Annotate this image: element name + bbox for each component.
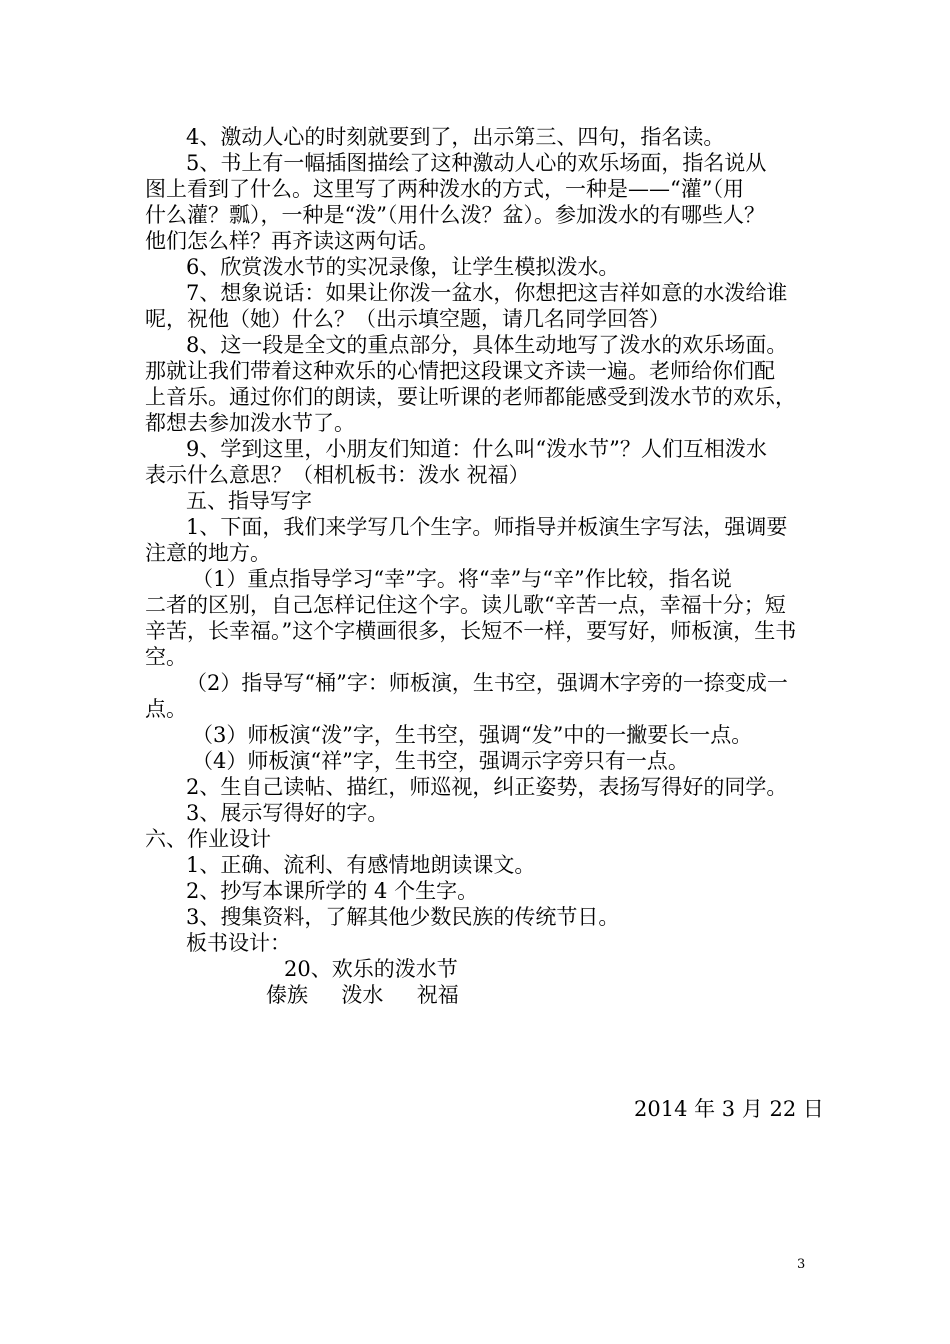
text-line: 那就让我们带着这种欢乐的心情把这段课文齐读一遍。老师给你们配 — [145, 359, 775, 383]
text-line: 7、想象说话：如果让你泼一盆水，你想把这吉祥如意的水泼给谁 — [186, 281, 788, 305]
text-line: 辛苦，长幸福。”这个字横画很多，长短不一样，要写好，师板演，生书 — [145, 619, 797, 643]
text-line: 4、激动人心的时刻就要到了，出示第三、四句，指名读。 — [186, 125, 725, 149]
text-line: 表示什么意思？（相机板书：泼水 祝福） — [145, 463, 530, 487]
text-line: 呢，祝他（她）什么？（出示填空题，请几名同学回答） — [145, 307, 670, 331]
text-line: （1）重点指导学习“幸”字。将“幸”与“辛”作比较，指名说 — [192, 567, 732, 591]
text-line: 2、抄写本课所学的 4 个生字。 — [186, 879, 479, 903]
section-heading: 六、作业设计 — [145, 827, 271, 851]
text-line: 1、下面，我们来学写几个生字。师指导并板演生字写法，强调要 — [186, 515, 788, 539]
text-line: 6、欣赏泼水节的实况录像，让学生模拟泼水。 — [186, 255, 620, 279]
text-line: 什么灌？瓢），一种是“泼”（用什么泼？盆）。参加泼水的有哪些人？ — [145, 203, 765, 227]
text-line: （3）师板演“泼”字，生书空，强调“发”中的一撇要长一点。 — [192, 723, 753, 747]
text-line: 注意的地方。 — [145, 541, 271, 565]
text-line: （2）指导写“桶”字：师板演，生书空，强调木字旁的一捺变成一 — [186, 671, 788, 695]
text-line: 都想去参加泼水节了。 — [145, 411, 355, 435]
text-line: 板书设计： — [186, 931, 291, 955]
page-number: 3 — [797, 1257, 806, 1272]
text-line: 他们怎么样？再齐读这两句话。 — [145, 229, 439, 253]
text-line: 上音乐。通过你们的朗读，要让听课的老师都能感受到泼水节的欢乐， — [145, 385, 796, 409]
section-heading: 五、指导写字 — [186, 489, 312, 513]
text-line: 3、展示写得好的字。 — [186, 801, 389, 825]
text-line: 二者的区别，自己怎样记住这个字。读儿歌“辛苦一点，幸福十分；短 — [145, 593, 786, 617]
text-line: 8、这一段是全文的重点部分，具体生动地写了泼水的欢乐场面。 — [186, 333, 788, 357]
text-line: 5、书上有一幅插图描绘了这种激动人心的欢乐场面，指名说从 — [186, 151, 767, 175]
document-date: 2014 年 3 月 22 日 — [634, 1097, 824, 1121]
text-line: 1、正确、流利、有感情地朗读课文。 — [186, 853, 536, 877]
text-line: （4）师板演“祥”字，生书空，强调示字旁只有一点。 — [192, 749, 689, 773]
text-line: 点。 — [145, 697, 187, 721]
board-keywords: 傣族 泼水 祝福 — [266, 983, 459, 1007]
text-line: 空。 — [145, 645, 187, 669]
board-title: 20、欢乐的泼水节 — [284, 957, 458, 981]
text-line: 3、搜集资料，了解其他少数民族的传统节日。 — [186, 905, 620, 929]
text-line: 图上看到了什么。这里写了两种泼水的方式，一种是——“灌”（用 — [145, 177, 744, 201]
text-line: 2、生自己读帖、描红，师巡视，纠正姿势，表扬写得好的同学。 — [186, 775, 788, 799]
text-line: 9、学到这里，小朋友们知道：什么叫“泼水节”？人们互相泼水 — [186, 437, 767, 461]
